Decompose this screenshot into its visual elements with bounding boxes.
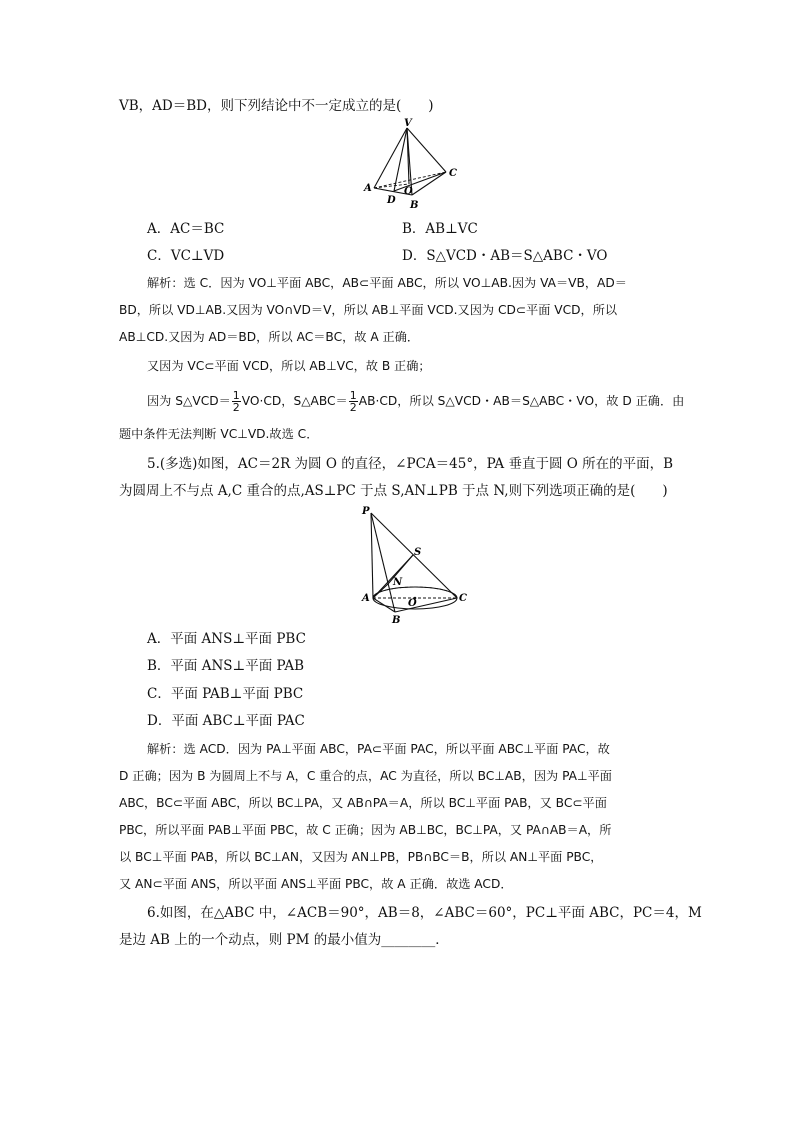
label-B: B [392,615,401,625]
q5-option-c: C．平面 PAB⊥平面 PBC [147,686,304,702]
frac1-numerator: 1 [232,389,240,402]
q4-solution-line-3: AB⊥CD.又因为 AD＝BD，所以 AC＝BC，故 A 正确． [119,330,420,344]
label-O: O [408,598,417,609]
fraction-half-1 [232,390,241,413]
fraction-half-2 [349,390,358,413]
q5-solution-line-2: D 正确；因为 B 为圆周上不与 A，C 重合的点，AC 为直径，所以 BC⊥AB，因为 PA⊥平面 [119,769,612,783]
circle-figure [355,503,470,625]
q4-solution-line-1: 解析：选 C．因为 VO⊥平面 ABC，AB⊂平面 ABC，所以 VO⊥AB.因为 VA＝VB，AD＝ [147,276,627,290]
label-N: N [393,577,403,588]
q4-option-b: B．AB⊥VC [402,221,478,237]
q6-stem-line-1: 6.如图，在△ABC 中，∠ACB＝90°，AB＝8，∠ABC＝60°，PC⊥平面 ABC，PC＝4，M [147,905,702,921]
label-O: O [404,186,413,197]
label-B: B [410,200,419,211]
circle-O-back [373,587,457,598]
edge-VC [407,128,446,172]
q5-option-b: B．平面 ANS⊥平面 PAB [147,658,305,674]
frac2-denominator: 2 [349,401,357,414]
edge-VA [374,128,407,188]
q5-stem-line-2: 为圆周上不与点 A,C 重合的点,AS⊥PC 于点 S,AN⊥PB 于点 N,则下列选项正确的是( ) [119,483,668,499]
q5-stem-line-1: 5.(多选)如图，AC＝2R 为圆 O 的直径，∠PCA＝45°，PA 垂直于圆 O 所在的平面，B [147,456,674,472]
frac2-numerator: 1 [349,389,357,402]
pyramid-figure [360,118,470,213]
q5-solution-line-6: 又 AN⊂平面 ANS，所以平面 ANS⊥平面 PBC，故 A 正确．故选 ACD． [119,877,513,891]
formula-part2: VO·CD，S△ABC＝ [241,394,348,408]
label-P: P [362,506,370,517]
label-C: C [449,168,457,179]
label-C: C [459,593,467,604]
formula-part3: AB·CD，所以 S△VCD・AB＝S△ABC・VO，故 D 正确．由 [358,394,685,408]
label-D: D [387,195,396,206]
label-A: A [364,183,372,194]
q4-solution-end: 题中条件无法判断 VC⊥VD.故选 C． [119,427,319,441]
q4-option-d: D．S△VCD・AB＝S△ABC・VO [402,248,608,264]
q4-option-c: C．VC⊥VD [147,248,225,264]
edge-PA [371,513,373,598]
label-A: A [362,593,370,604]
label-S: S [414,547,422,558]
q4-solution-line-2: BD，所以 VD⊥AB.又因为 VO∩VD＝V，所以 AB⊥平面 VCD.又因为 CD⊂平面 VCD，所以 [119,303,618,317]
q5-option-d: D．平面 ABC⊥平面 PAC [147,713,305,729]
q5-solution-line-4: PBC，所以平面 PAB⊥平面 PBC，故 C 正确；因为 AB⊥BC，BC⊥PA，又 PA∩AB＝A，所 [119,823,612,837]
formula-prefix: 因为 S△VCD＝ [147,394,231,408]
q5-solution-line-3: ABC，BC⊂平面 ABC，所以 BC⊥PA，又 AB∩PA＝A，所以 BC⊥平面 PAB，又 BC⊂平面 [119,796,607,810]
q5-solution-line-1: 解析：选 ACD．因为 PA⊥平面 ABC，PA⊂平面 PAC，所以平面 ABC⊥平面 PAC，故 [147,742,610,756]
frac1-denominator: 2 [232,401,240,414]
edge-CD [394,172,446,191]
q4-solution-line-4: 又因为 VC⊂平面 VCD，所以 AB⊥VC，故 B 正确； [147,359,431,373]
q6-stem-line-2: 是边 AB 上的一个动点，则 PM 的最小值为________． [119,932,449,948]
edge-AN [373,584,388,598]
q4-stem: VB，AD＝BD，则下列结论中不一定成立的是( ) [119,98,434,114]
q5-option-a: A．平面 ANS⊥平面 PBC [147,631,306,647]
q4-option-a: A．AC＝BC [147,221,225,237]
q4-formula-line [147,388,684,414]
label-V: V [404,118,412,129]
q5-solution-line-5: 以 BC⊥平面 PAB，所以 BC⊥AN，又因为 AN⊥PB，PB∩BC＝B，所以 AN⊥平面 PBC， [119,850,603,864]
